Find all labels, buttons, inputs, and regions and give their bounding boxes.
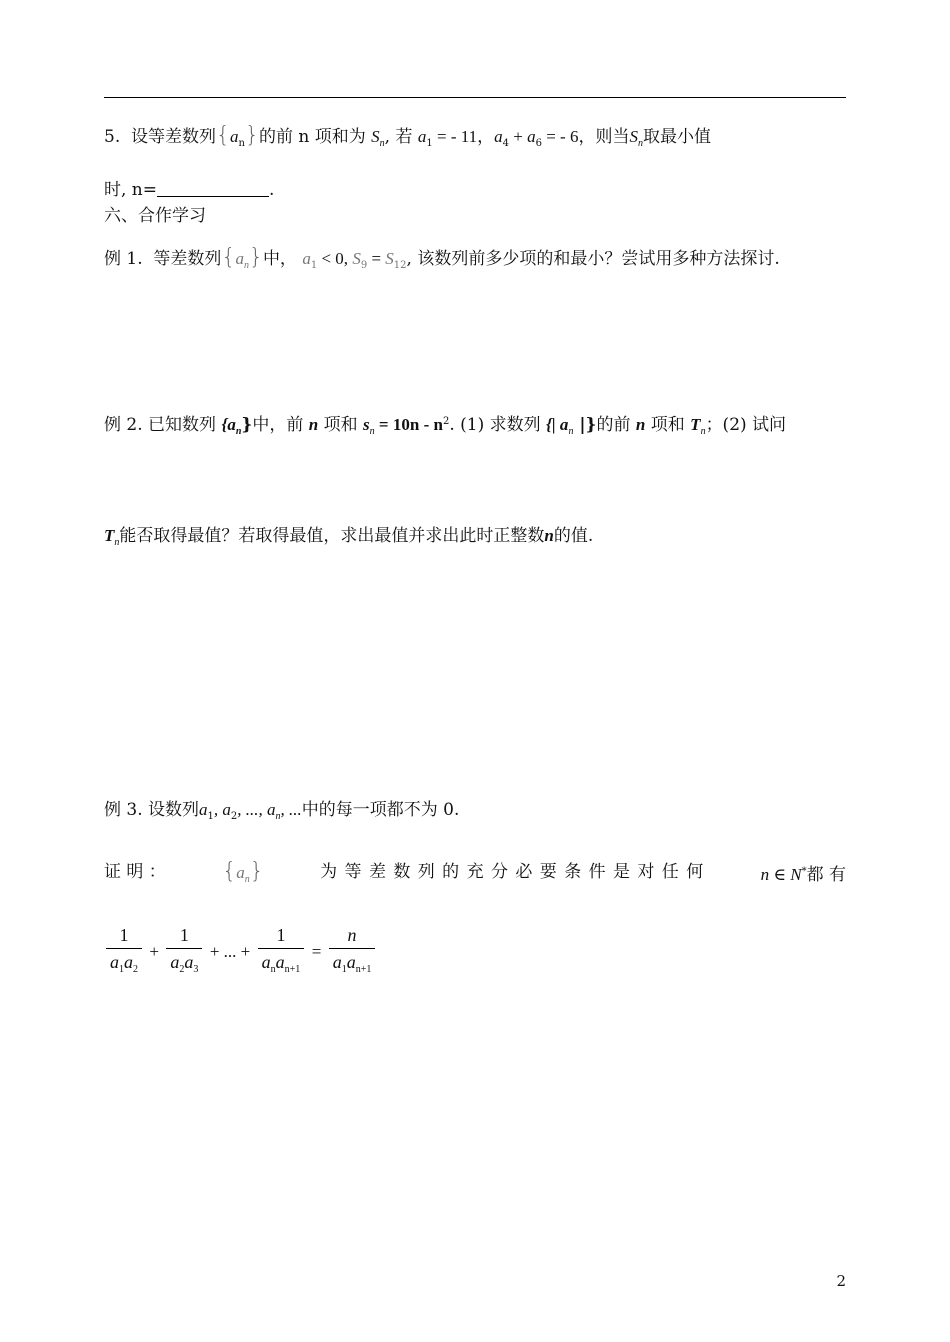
seq-subscript: n bbox=[243, 260, 249, 271]
answer-suffix: . bbox=[269, 180, 275, 200]
frac4-den-sub2: n+1 bbox=[355, 964, 372, 975]
example-3 bbox=[104, 798, 459, 829]
seq-comma1: , a bbox=[213, 800, 231, 819]
seq-tail: , ... bbox=[280, 800, 302, 819]
t-subscript: n bbox=[700, 426, 706, 437]
fraction-1-numerator: 1 bbox=[119, 925, 129, 945]
proof-statement bbox=[104, 860, 846, 892]
t-symbol-line2: T bbox=[104, 526, 115, 545]
eq2b-subscript: 6 bbox=[535, 138, 542, 149]
abs-seq-symbol: {| a bbox=[546, 415, 569, 434]
frac1-den-a2: a bbox=[124, 952, 133, 972]
left-brace: { bbox=[221, 245, 236, 270]
cond-s9-symbol: S bbox=[352, 249, 361, 268]
fraction-1 bbox=[106, 922, 142, 983]
frac3-den-a2: a bbox=[275, 952, 285, 972]
proof-seq-symbol: a bbox=[236, 863, 245, 882]
frac3-den-sub2: n+1 bbox=[284, 964, 301, 975]
eq2b-symbol: a bbox=[527, 127, 536, 146]
t-subscript-line2: n bbox=[114, 537, 120, 548]
frac3-den-sub1: n bbox=[270, 964, 276, 975]
example-2 bbox=[104, 410, 786, 444]
frac2-den-sub2: 3 bbox=[193, 964, 199, 975]
eq2a-subscript: 4 bbox=[502, 138, 509, 149]
n-symbol-2: n bbox=[635, 415, 646, 434]
seq-close: } bbox=[241, 415, 253, 435]
frac2-den-a: a bbox=[170, 952, 180, 972]
problem-5-text1: 的前 n 项和为 bbox=[258, 127, 366, 147]
n-symbol-line2: n bbox=[544, 526, 554, 545]
separator: ， bbox=[477, 127, 495, 147]
seq-dots: , ..., a bbox=[237, 800, 276, 819]
fraction-4-numerator: n bbox=[347, 925, 357, 945]
frac4-den-a2: a bbox=[346, 952, 356, 972]
identity-equation bbox=[104, 922, 377, 983]
sum-subscript: n bbox=[379, 138, 385, 149]
page-number: 2 bbox=[836, 1272, 846, 1290]
fraction-3-numerator: 1 bbox=[276, 925, 286, 945]
cond-a-subscript: 1 bbox=[310, 260, 318, 271]
eq2a-symbol: a bbox=[494, 127, 503, 146]
cond-relation: < 0, bbox=[317, 249, 353, 268]
formula-exponent: 2 bbox=[442, 416, 450, 427]
seq-subscript: n bbox=[235, 426, 242, 437]
fraction-4 bbox=[329, 922, 376, 983]
formula: = 10n - n bbox=[374, 415, 443, 434]
abs-seq-subscript: n bbox=[568, 426, 574, 437]
sum2-subscript: n bbox=[637, 138, 643, 149]
eq1-subscript: 1 bbox=[426, 138, 433, 149]
eq1-rhs: = - 11 bbox=[432, 127, 478, 146]
example-3-text: 中的每一项都不为 0. bbox=[301, 800, 460, 820]
problem-5-text2: , 若 bbox=[384, 127, 413, 147]
problem-5-prefix: 5. 设等差数列 bbox=[104, 127, 217, 147]
equals-operator: = bbox=[311, 942, 322, 961]
example-1-question: , 该数列前多少项的和最小？尝试用多种方法探讨. bbox=[406, 249, 780, 269]
seq-symbol: {a bbox=[221, 415, 236, 434]
right-brace: } bbox=[244, 123, 259, 148]
proof-label: 证 明 ： bbox=[104, 862, 166, 882]
seq-symbol: a bbox=[230, 127, 239, 146]
cond-equals: = bbox=[367, 249, 386, 268]
right-brace: } bbox=[248, 245, 263, 270]
eq1-symbol: a bbox=[417, 127, 427, 146]
frac4-den-a: a bbox=[332, 952, 342, 972]
n-symbol: n bbox=[308, 415, 319, 434]
example-2-line2-text: 能否取得最值？若取得最值，求出最值并求出此时正整数 bbox=[119, 526, 545, 546]
example-3-label: 例 3. 设数列 bbox=[104, 800, 200, 820]
plus-sign: + bbox=[509, 127, 528, 146]
fraction-2-numerator: 1 bbox=[179, 925, 189, 945]
problem-5-text3: ，则当 bbox=[578, 127, 630, 147]
section-heading: 六、合作学习 bbox=[104, 206, 206, 226]
problem-5 bbox=[104, 124, 711, 156]
frac4-den-sub1: 1 bbox=[341, 964, 347, 975]
cond-s12-symbol: S bbox=[385, 249, 394, 268]
cond-a-symbol: a bbox=[302, 249, 311, 268]
ellipsis-operator: + ... + bbox=[209, 942, 251, 961]
answer-prefix: 时, n= bbox=[104, 180, 158, 200]
proof-text: 为 等 差 数 列 的 充 分 必 要 条 件 是 对 任 何 bbox=[320, 862, 705, 882]
s-subscript: n bbox=[369, 426, 375, 437]
example-2-part2: ；(2) 试问 bbox=[705, 415, 787, 435]
condition-star: * bbox=[801, 866, 807, 877]
cond-s12-subscript: 12 bbox=[393, 260, 407, 271]
right-brace: } bbox=[249, 859, 264, 884]
problem-5-text4: 取最小值 bbox=[642, 127, 711, 147]
seqn-subscript: n bbox=[275, 811, 281, 822]
fraction-3 bbox=[258, 922, 305, 983]
proof-seq-subscript: n bbox=[244, 874, 250, 885]
frac1-den-sub1: 1 bbox=[119, 964, 124, 975]
seq2-subscript: 2 bbox=[230, 811, 238, 822]
sum-symbol: S bbox=[371, 127, 380, 146]
fraction-2 bbox=[166, 922, 202, 983]
seq-subscript: n bbox=[238, 138, 245, 149]
condition: n ∈ N bbox=[760, 865, 802, 884]
header-rule bbox=[104, 97, 846, 98]
example-2-mid1: 中，前 bbox=[252, 415, 304, 435]
condition-end: 都 有 bbox=[806, 865, 846, 885]
sum2-symbol: S bbox=[629, 127, 638, 146]
problem-5-line2 bbox=[104, 178, 274, 202]
frac1-den-sub2: 2 bbox=[133, 964, 138, 975]
seq-symbol: a bbox=[199, 800, 208, 819]
s-symbol: s bbox=[363, 415, 370, 434]
example-2-mid3: 的前 bbox=[596, 415, 631, 435]
frac2-den-sub1: 2 bbox=[179, 964, 185, 975]
example-1-label: 例 1. 等差数列 bbox=[104, 249, 222, 269]
answer-blank[interactable] bbox=[157, 181, 269, 197]
plus-operator: + bbox=[149, 942, 159, 961]
frac3-den-a: a bbox=[261, 952, 271, 972]
example-2-part1: . (1) 求数列 bbox=[449, 415, 541, 435]
example-1 bbox=[104, 246, 780, 278]
t-symbol: T bbox=[690, 415, 701, 434]
seq1-subscript: 1 bbox=[207, 811, 214, 822]
frac2-den-a2: a bbox=[184, 952, 194, 972]
left-brace: { bbox=[216, 123, 231, 148]
example-1-mid: 中， bbox=[262, 249, 297, 269]
abs-seq-close: |} bbox=[573, 415, 597, 435]
example-2-line2 bbox=[104, 524, 593, 555]
left-brace: { bbox=[222, 859, 237, 884]
cond-s9-subscript: 9 bbox=[360, 260, 368, 271]
example-2-label: 例 2. 已知数列 bbox=[104, 415, 217, 435]
seq-symbol: a bbox=[235, 249, 244, 268]
example-2-mid4: 项和 bbox=[650, 415, 685, 435]
frac1-den-a: a bbox=[110, 952, 119, 972]
example-2-mid2: 项和 bbox=[323, 415, 358, 435]
eq2-rhs: = - 6 bbox=[541, 127, 579, 146]
example-2-line2-end: 的值. bbox=[553, 526, 594, 546]
